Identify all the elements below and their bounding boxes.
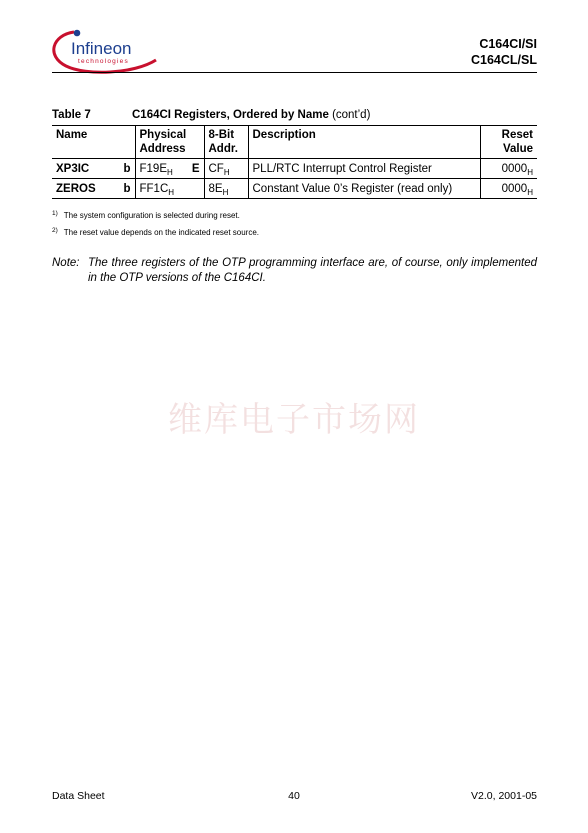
reset-value-cell: $0000_H$ (480, 159, 537, 179)
logo-subtext: technologies (78, 58, 129, 65)
table-title-suffix: (cont’d) (332, 109, 371, 121)
8bit-address-cell: $CF_H$ (204, 159, 248, 179)
register-table (52, 125, 537, 199)
footnote-2: $^{2)}$ The reset value depends on the indicated reset source. (52, 227, 260, 237)
table-row (52, 179, 537, 199)
title-line-1: C164CI/SI (479, 37, 537, 51)
watermark: 维库电子市场网 (168, 400, 420, 440)
infineon-logo (44, 26, 164, 78)
table-caption (52, 109, 370, 121)
document-title (471, 36, 537, 68)
reset-value-cell: $0000_H$ (480, 179, 537, 199)
col-name-header: Name (52, 126, 135, 159)
col-physical-address-header: Physical Address (135, 126, 204, 159)
header-rule (52, 72, 537, 73)
col-description-header: Description (248, 126, 480, 159)
table-row (52, 159, 537, 179)
description-cell: Constant Value 0’s Register (read only) (248, 179, 480, 199)
description-cell: PLL/RTC Interrupt Control Register (248, 159, 480, 179)
col-reset-value-header: Reset Value (480, 126, 537, 159)
table-number: Table 7 (52, 109, 91, 121)
page-number: 40 (288, 790, 300, 802)
footnote-1: $^{1)}$ The system configuration is selected during reset. (52, 210, 240, 220)
physical-address-cell: $F19E_H$ E (135, 159, 204, 179)
table-title: C164CI Registers, Ordered by Name (132, 109, 329, 121)
register-name-cell: ZEROS b (52, 179, 135, 199)
register-name-cell: XP3IC b (52, 159, 135, 179)
footer-version: V2.0, 2001-05 (471, 790, 537, 802)
note-label: Note: (52, 257, 80, 269)
note-paragraph (52, 256, 537, 286)
note-text: The three registers of the OTP programming interface are, of course, only implemented in the OTP versions of the C164CI. (88, 257, 537, 284)
footer-left: Data Sheet (52, 790, 105, 802)
title-line-2: C164CL/SL (471, 53, 537, 67)
logo-wordmark: Infineon (71, 39, 132, 58)
physical-address-cell: $FF1C_H$ (135, 179, 204, 199)
col-8bit-addr-header: 8-Bit Addr. (204, 126, 248, 159)
table-header-row (52, 126, 537, 159)
infineon-logo-mark (44, 26, 164, 78)
8bit-address-cell: $8E_H$ (204, 179, 248, 199)
